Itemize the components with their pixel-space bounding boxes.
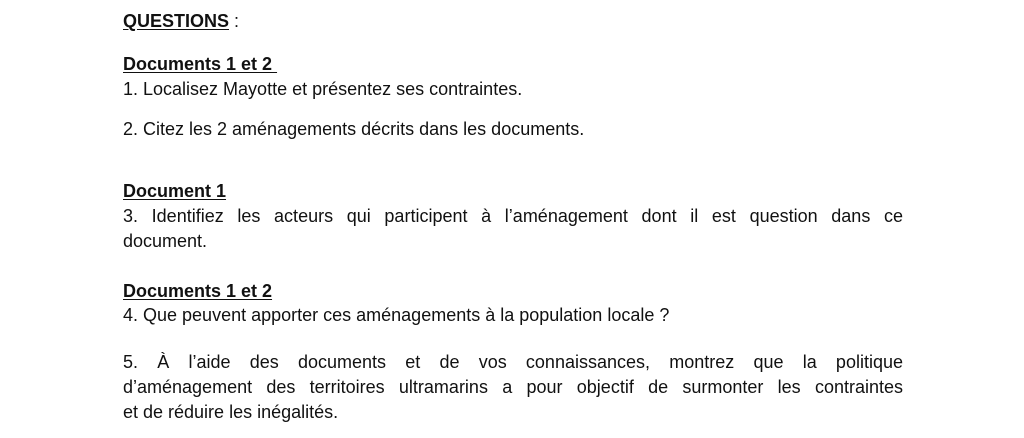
question-5-line-2: d’aménagement des territoires ultramarins a pour objectif de surmonter les contraintes: [123, 377, 903, 397]
section-heading-documents-1-2-b: Documents 1 et 2: [123, 281, 273, 301]
page-title-suffix: :: [229, 11, 240, 31]
question-4-text: 4. Que peuvent apporter ces aménagements à la population locale ?: [123, 305, 670, 325]
question-1: [123, 77, 522, 102]
question-5: [123, 350, 903, 425]
section-heading-documents-1-2: Documents 1 et 2: [123, 54, 278, 74]
question-3: [123, 204, 903, 254]
question-1-text: 1. Localisez Mayotte et présentez ses contraintes.: [123, 79, 523, 99]
question-5-line-3: et de réduire les inégalités.: [123, 402, 339, 422]
section-heading-document-1: Document 1: [123, 181, 227, 201]
question-2: [123, 117, 584, 142]
page-title-text: QUESTIONS: [123, 11, 230, 31]
question-2-text: 2. Citez les 2 aménagements décrits dans les documents.: [123, 119, 585, 139]
question-4: [123, 303, 669, 328]
question-3-line-2: document.: [123, 231, 208, 251]
question-5-line-1: 5. À l’aide des documents et de vos connaissances, montrez que la politique: [123, 352, 903, 372]
page-title: [123, 11, 239, 32]
question-3-line-1: 3. Identifiez les acteurs qui participent à l’aménagement dont il est question dans ce: [123, 206, 903, 226]
